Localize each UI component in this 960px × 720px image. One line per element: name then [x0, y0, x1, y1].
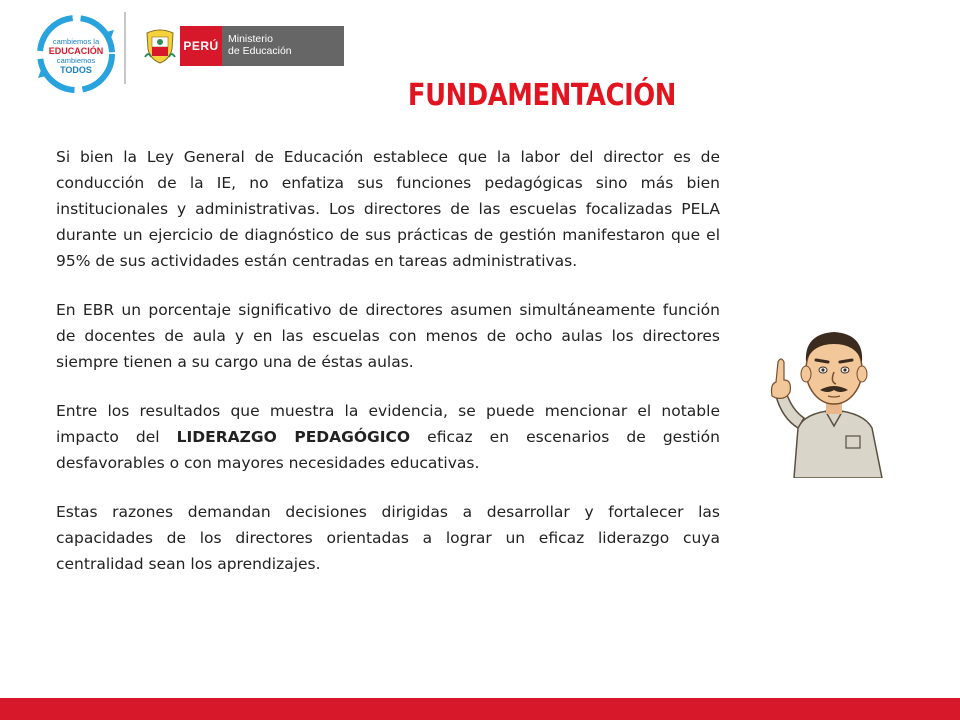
logo-line3: cambiemos: [56, 56, 96, 65]
director-illustration: [764, 318, 904, 478]
footer-bar: [0, 698, 960, 720]
ministry-label: [222, 26, 344, 66]
ministry-line1: Ministerio: [228, 33, 273, 45]
paragraph-2: En EBR un porcentaje significativo de directores asumen simultáneamente función de docentes de aula y en las escuelas con menos de ocho aulas los directores siempre tienen a su cargo una de éstas aulas.: [56, 301, 720, 371]
logo-line2: EDUCACIÓN: [48, 46, 104, 56]
peru-label: PERÚ: [180, 26, 222, 66]
body-text: [56, 144, 720, 600]
ministry-line2: de Educación: [228, 45, 292, 57]
paragraph-3-part-a: Entre los resultados que muestra la evidencia, se puede mencionar el notable impacto del: [56, 402, 720, 446]
logo-line1: cambiemos la: [52, 37, 100, 46]
ministry-brand: [140, 26, 344, 66]
coat-of-arms-icon: [140, 26, 180, 66]
header-divider: [124, 12, 126, 84]
slide-title-text: FUNDAMENTACIÓN: [407, 78, 676, 113]
paragraph-3: [56, 398, 720, 476]
paragraph-1: Si bien la Ley General de Educación establece que la labor del director es de conducción de la IE, no enfatiza sus funciones pedagógicas sino más bien institucionales y administrativas. Los directores de las escuelas focalizadas PELA durante un ejercicio de diagnóstico de sus prácticas de gestión manifestaron que el 95% de sus actividades están centradas en tareas administrativas.: [56, 148, 720, 270]
paragraph-3-part-b: eficaz en escenarios de gestión desfavorables o con mayores necesidades educativas.: [56, 428, 720, 472]
liderazgo-pedagogico-emphasis: LIDERAZGO PEDAGÓGICO: [176, 428, 411, 446]
slide-title: [67, 78, 893, 113]
paragraph-4: Estas razones demandan decisiones dirigidas a desarrollar y fortalecer las capacidades de los directores orientadas a lograr un eficaz liderazgo cuya centralidad sean los aprendizajes.: [56, 503, 720, 573]
logo-line4: TODOS: [60, 65, 92, 75]
